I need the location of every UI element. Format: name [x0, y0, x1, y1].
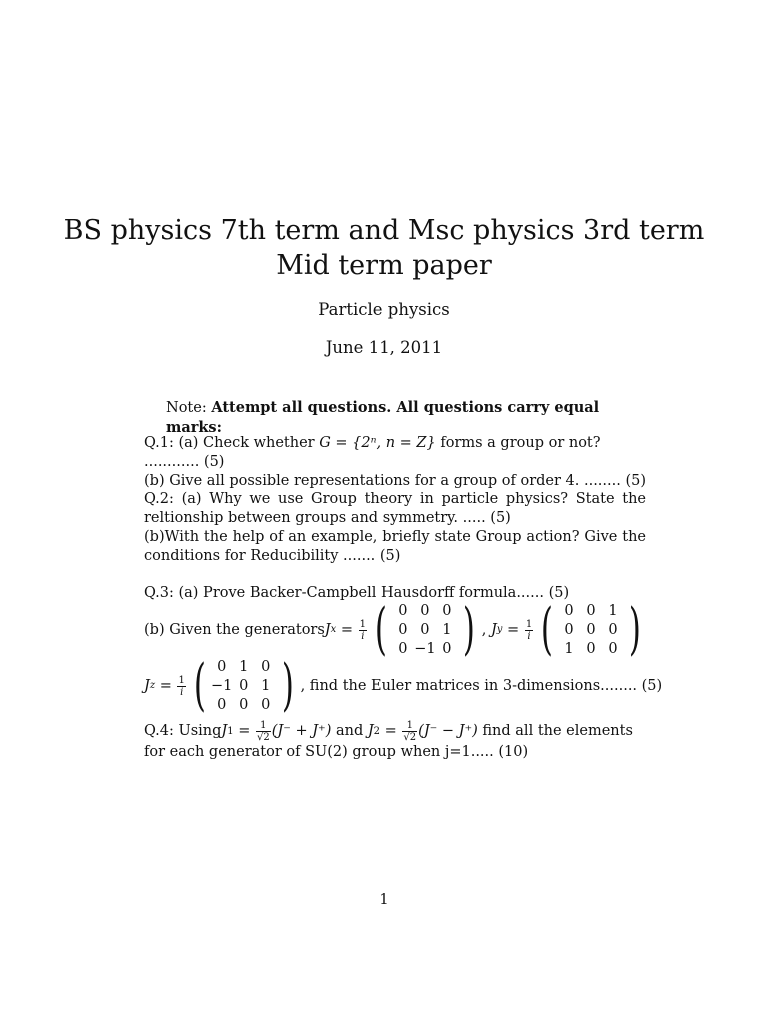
question-2: [144, 490, 646, 566]
note-label: Note:: [166, 400, 207, 416]
matrix-cell: 0: [442, 641, 452, 657]
matrix-cell: 0: [217, 659, 227, 675]
matrix-jx: ( 0 0 0 0 0 1 0 −1 0 ): [374, 597, 475, 662]
q1-part-b: (b) Give all possible representations for a group of order 4. ........ (5): [144, 473, 646, 489]
title-line-1: BS physics 7th term and Msc physics 3rd term: [63, 215, 705, 246]
paper-title: [0, 213, 768, 283]
matrix-cell: 0: [608, 641, 618, 657]
matrix-cell: 1: [608, 603, 618, 619]
matrix-cell: 0: [564, 603, 574, 619]
question-1: [144, 434, 646, 491]
matrix-cell: 0: [420, 603, 430, 619]
q3-part-a: Q.3: (a) Prove Backer-Campbell Hausdorff formula...... (5): [144, 585, 570, 601]
note-text: Attempt all questions. All questions carry equal marks:: [166, 399, 600, 436]
matrix-cell: 1: [564, 641, 574, 657]
matrix-cell: −1: [414, 641, 436, 657]
page-number: 1: [379, 892, 389, 908]
matrix-cell: 0: [608, 622, 618, 638]
matrix-cell: 0: [586, 641, 596, 657]
q2-part-b: (b)With the help of an example, briefly state Group action? Give the conditions for Reducibility ....... (5): [144, 529, 646, 564]
matrix-jz: ( 0 1 0 −1 0 1 0 0 0 ): [193, 653, 294, 718]
matrix-cell: 0: [239, 678, 249, 694]
matrix-cell: 0: [586, 622, 596, 638]
matrix-cell: 0: [398, 641, 408, 657]
fraction-one-over-sqrt2: $\frac{1}{√2}$: [257, 720, 270, 743]
q4-line-2: for each generator of SU(2) group when j=1..... (10): [144, 744, 529, 760]
q2-part-a: Q.2: (a) Why we use Group theory in particle physics? State the reltionship between groups and symmetry. ..... (5): [144, 491, 646, 526]
matrix-cell: 1: [261, 678, 271, 694]
question-4: [144, 720, 646, 762]
fraction-one-over-sqrt2: $\frac{1}{√2}$: [403, 720, 417, 743]
matrix-cell: 0: [261, 697, 271, 713]
matrix-cell: 1: [239, 659, 249, 675]
title-line-2: Mid term paper: [276, 250, 492, 281]
q3-part-b-jz: J z = $\frac{1}{i}$ ( 0 1 0 −1 0 1 0 0 0 ) , find the Euler matrices in 3-dimensions........ (5): [144, 653, 663, 718]
matrix-cell: −1: [211, 678, 233, 694]
q3-part-b: (b) Given the generators J x = $\frac{1}{i}$ ( 0 0 0 0 0 1 0 −1 0 ) , J y = $\frac{1}{i}$ ( 0 0 1 0 0 0 1 0 0 ): [144, 602, 648, 658]
q1-set-expression: G = {2ⁿ, n = Z}: [319, 435, 436, 451]
fraction-one-over-i: $\frac{1}{i}$: [359, 618, 367, 642]
matrix-cell: 1: [442, 622, 452, 638]
matrix-jy: ( 0 0 1 0 0 0 1 0 0 ): [541, 597, 641, 662]
matrix-cell: 0: [261, 659, 271, 675]
matrix-cell: 0: [217, 697, 227, 713]
matrix-cell: 0: [398, 603, 408, 619]
subject: Particle physics: [318, 300, 450, 319]
matrix-cell: 0: [398, 622, 408, 638]
date: June 11, 2011: [325, 338, 443, 357]
q4-line-1: Q.4: Using J 1 = $\frac{1}{√2}$ (J⁻ + J⁺) and J 2 = $\frac{1}{√2}$ (J⁻ − J⁺) find all the elements: [144, 720, 633, 743]
fraction-one-over-i: $\frac{1}{i}$: [178, 674, 185, 698]
matrix-cell: 0: [239, 697, 249, 713]
matrix-cell: 0: [442, 603, 452, 619]
note-line: [166, 398, 646, 438]
fraction-one-over-i: $\frac{1}{i}$: [525, 618, 533, 642]
matrix-cell: 0: [420, 622, 430, 638]
matrix-cell: 0: [586, 603, 596, 619]
q1-part-a: Q.1: (a) Check whether G = {2ⁿ, n = Z} forms a group or not? ............ (5): [144, 435, 601, 470]
matrix-cell: 0: [564, 622, 574, 638]
